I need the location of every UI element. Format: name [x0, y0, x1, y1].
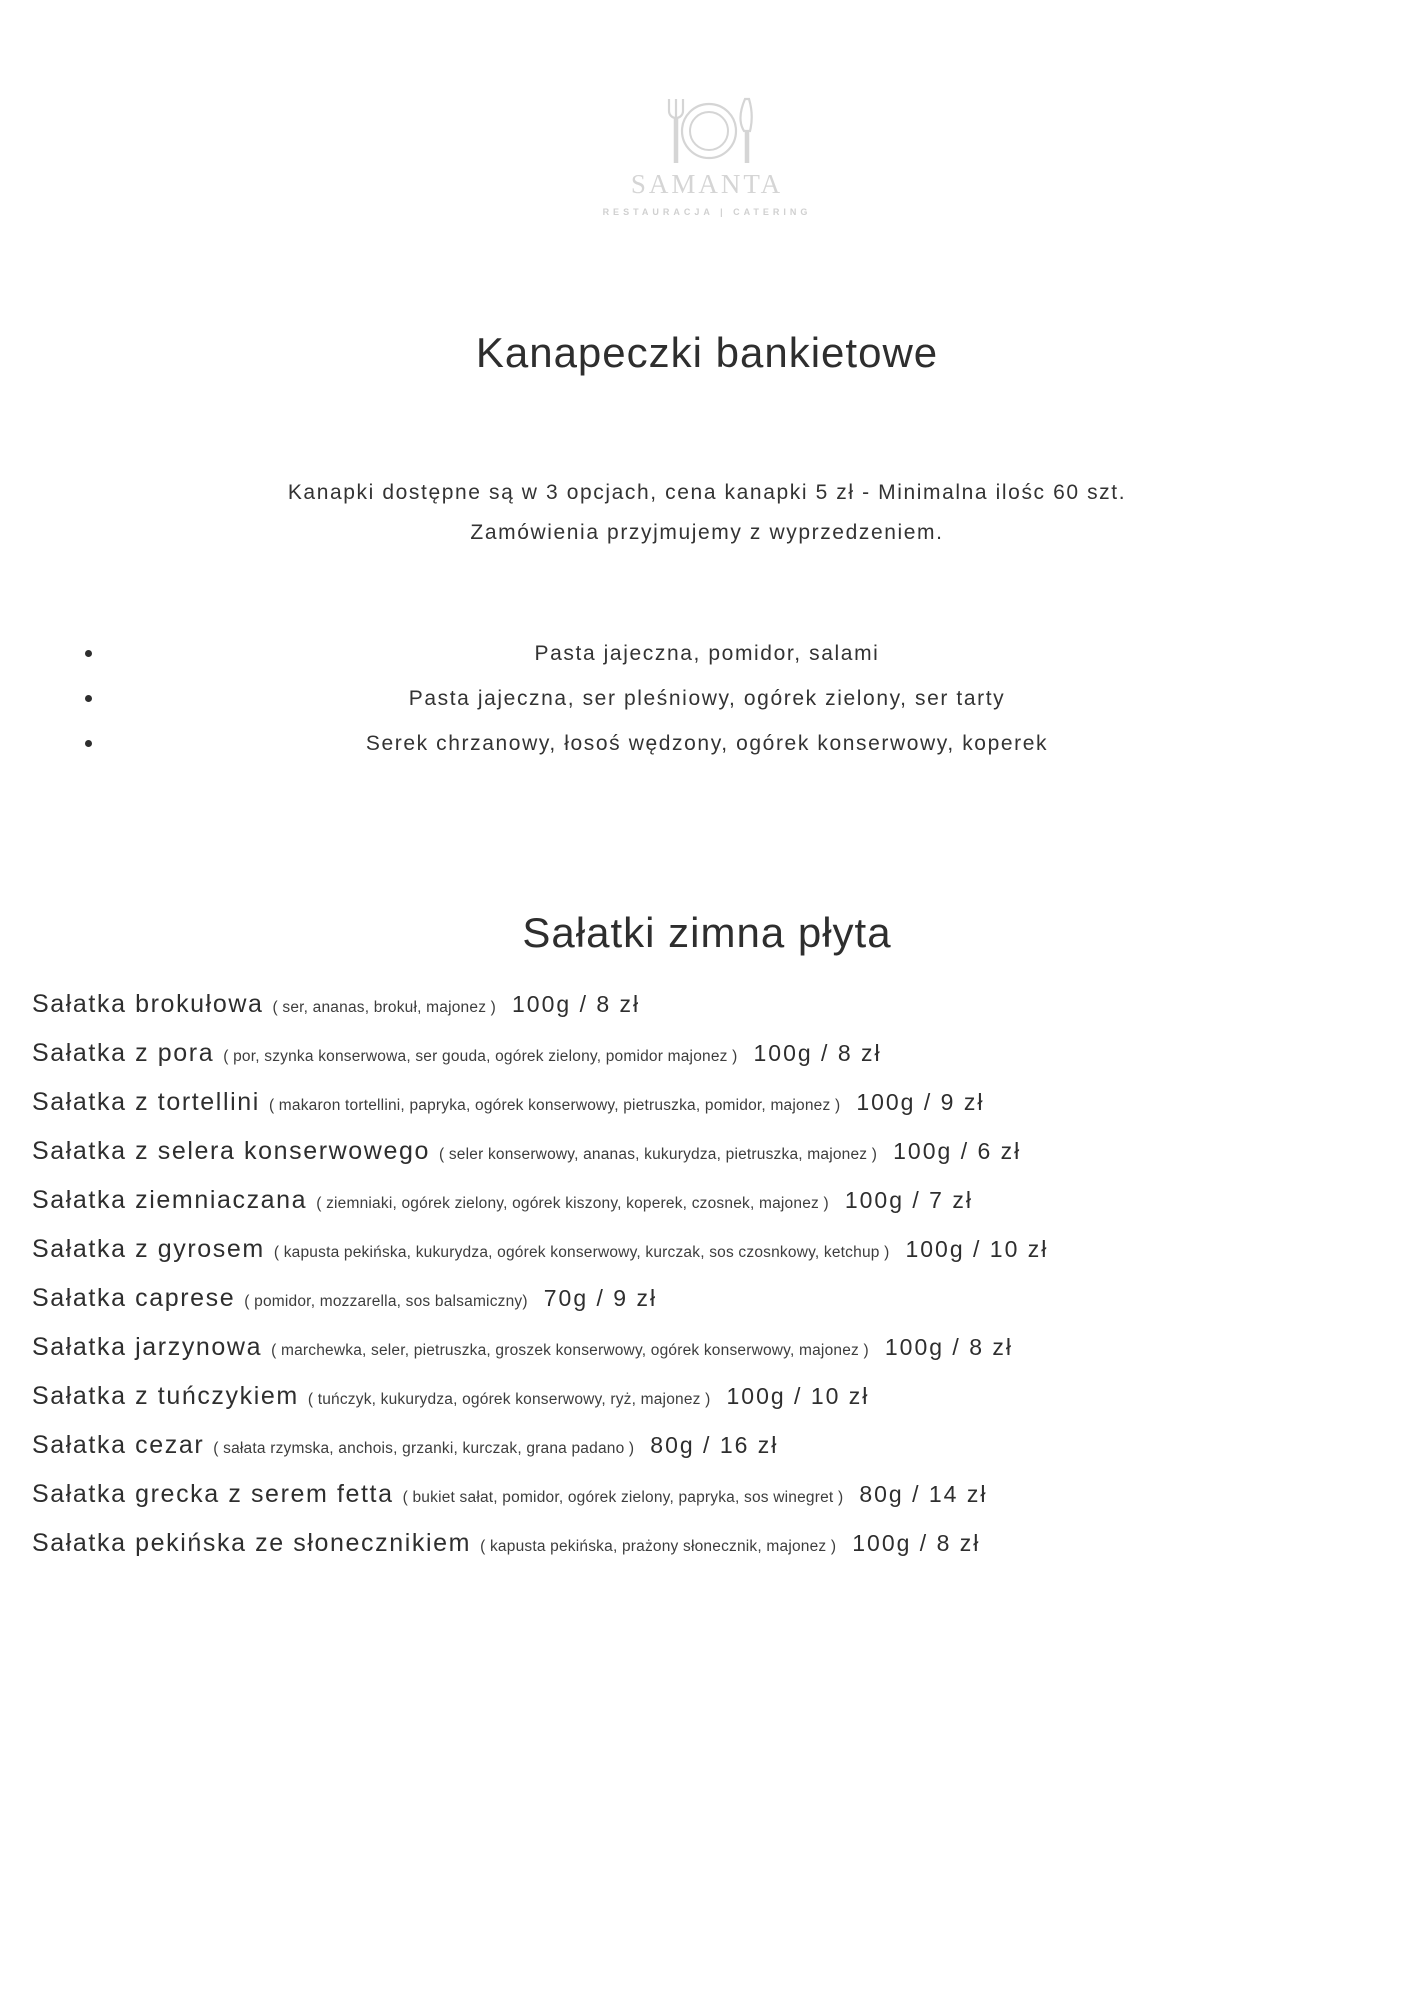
sandwiches-intro: [0, 473, 1414, 553]
sandwich-option: [0, 721, 1414, 766]
bullet-icon: [85, 650, 92, 657]
sandwich-option-text: Serek chrzanowy, łosoś wędzony, ogórek konserwowy, koperek: [365, 731, 1049, 755]
menu-item-price: 100g / 10 zł: [726, 1383, 870, 1409]
menu-item-name: Sałatka pekińska ze słonecznikiem: [32, 1529, 472, 1557]
menu-item-price: 100g / 8 zł: [884, 1334, 1013, 1360]
menu-item-price: 80g / 14 zł: [859, 1481, 988, 1507]
menu-item: [32, 1284, 1394, 1333]
menu-item-ingredients: ( sałata rzymska, anchois, grzanki, kurczak, grana padano ): [213, 1440, 635, 1457]
sandwiches-section-title: Kanapeczki bankietowe: [475, 329, 939, 376]
salads-list: [0, 990, 1414, 1578]
sandwich-options-list: [0, 631, 1414, 766]
brand-logo: [0, 0, 1414, 217]
menu-item-price: 70g / 9 zł: [543, 1285, 658, 1311]
menu-item: [32, 1186, 1394, 1235]
menu-item-name: Sałatka z tortellini: [32, 1088, 260, 1116]
menu-item-name: Sałatka jarzynowa: [32, 1333, 263, 1361]
sandwiches-intro-line1: Kanapki dostępne są w 3 opcjach, cena kanapki 5 zł - Minimalna ilośc 60 szt.: [287, 481, 1127, 504]
sandwiches-intro-line2: Zamówienia przyjmujemy z wyprzedzeniem.: [470, 521, 944, 544]
menu-item-price: 100g / 7 zł: [844, 1187, 973, 1213]
menu-item-price: 80g / 16 zł: [650, 1432, 779, 1458]
menu-item-name: Sałatka z selera konserwowego: [32, 1137, 430, 1165]
menu-item: [32, 1480, 1394, 1529]
menu-item-name: Sałatka grecka z serem fetta: [32, 1480, 394, 1508]
menu-item-price: 100g / 10 zł: [905, 1236, 1049, 1262]
menu-item-price: 100g / 8 zł: [753, 1040, 882, 1066]
menu-item-price: 100g / 6 zł: [893, 1138, 1022, 1164]
sandwich-option-text: Pasta jajeczna, pomidor, salami: [534, 641, 880, 665]
menu-item-ingredients: ( makaron tortellini, papryka, ogórek konserwowy, pietruszka, pomidor, majonez ): [268, 1097, 841, 1114]
menu-item-name: Sałatka z gyrosem: [32, 1235, 265, 1263]
menu-item-name: Sałatka cezar: [32, 1431, 205, 1459]
menu-item-price: 100g / 9 zł: [856, 1089, 985, 1115]
menu-item-ingredients: ( ser, ananas, brokuł, majonez ): [272, 999, 497, 1016]
salads-section-title: Sałatki zimna płyta: [522, 909, 892, 956]
menu-item-ingredients: ( kapusta pekińska, prażony słonecznik, majonez ): [480, 1538, 837, 1555]
menu-item-ingredients: ( kapusta pekińska, kukurydza, ogórek konserwowy, kurczak, sos czosnkowy, ketchup ): [273, 1244, 890, 1261]
menu-item: [32, 1529, 1394, 1578]
menu-item-ingredients: ( pomidor, mozzarella, sos balsamiczny): [244, 1293, 528, 1310]
menu-item-price: 100g / 8 zł: [512, 991, 641, 1017]
sandwich-option: [0, 676, 1414, 721]
menu-item: [32, 1382, 1394, 1431]
menu-item-ingredients: ( marchewka, seler, pietruszka, groszek konserwowy, ogórek konserwowy, majonez ): [271, 1342, 869, 1359]
sandwich-option-text: Pasta jajeczna, ser pleśniowy, ogórek zielony, ser tarty: [408, 686, 1006, 710]
menu-item: [32, 1235, 1394, 1284]
menu-item-name: Sałatka brokułowa: [32, 990, 264, 1018]
menu-item-name: Sałatka z pora: [32, 1039, 215, 1067]
menu-item: [32, 990, 1394, 1039]
menu-item: [32, 1088, 1394, 1137]
plate-fork-knife-icon: [659, 95, 755, 167]
bullet-icon: [85, 695, 92, 702]
sandwich-option: [0, 631, 1414, 676]
menu-item-name: Sałatka z tuńczykiem: [32, 1382, 299, 1410]
brand-tagline: RESTAURACJA | CATERING: [602, 207, 812, 217]
menu-item-ingredients: ( bukiet sałat, pomidor, ogórek zielony, papryka, sos winegret ): [402, 1489, 844, 1506]
menu-item: [32, 1333, 1394, 1382]
menu-item: [32, 1137, 1394, 1186]
menu-item: [32, 1039, 1394, 1088]
menu-item-price: 100g / 8 zł: [852, 1530, 981, 1556]
menu-item-ingredients: ( por, szynka konserwowa, ser gouda, ogórek zielony, pomidor majonez ): [223, 1048, 738, 1065]
menu-item: [32, 1431, 1394, 1480]
menu-item-ingredients: ( seler konserwowy, ananas, kukurydza, pietruszka, majonez ): [438, 1146, 878, 1163]
menu-item-ingredients: ( tuńczyk, kukurydza, ogórek konserwowy, ryż, majonez ): [307, 1391, 711, 1408]
bullet-icon: [85, 740, 92, 747]
menu-item-name: Sałatka ziemniaczana: [32, 1186, 308, 1214]
brand-name: SAMANTA: [630, 169, 784, 199]
menu-item-ingredients: ( ziemniaki, ogórek zielony, ogórek kiszony, koperek, czosnek, majonez ): [316, 1195, 829, 1212]
menu-item-name: Sałatka caprese: [32, 1284, 236, 1312]
